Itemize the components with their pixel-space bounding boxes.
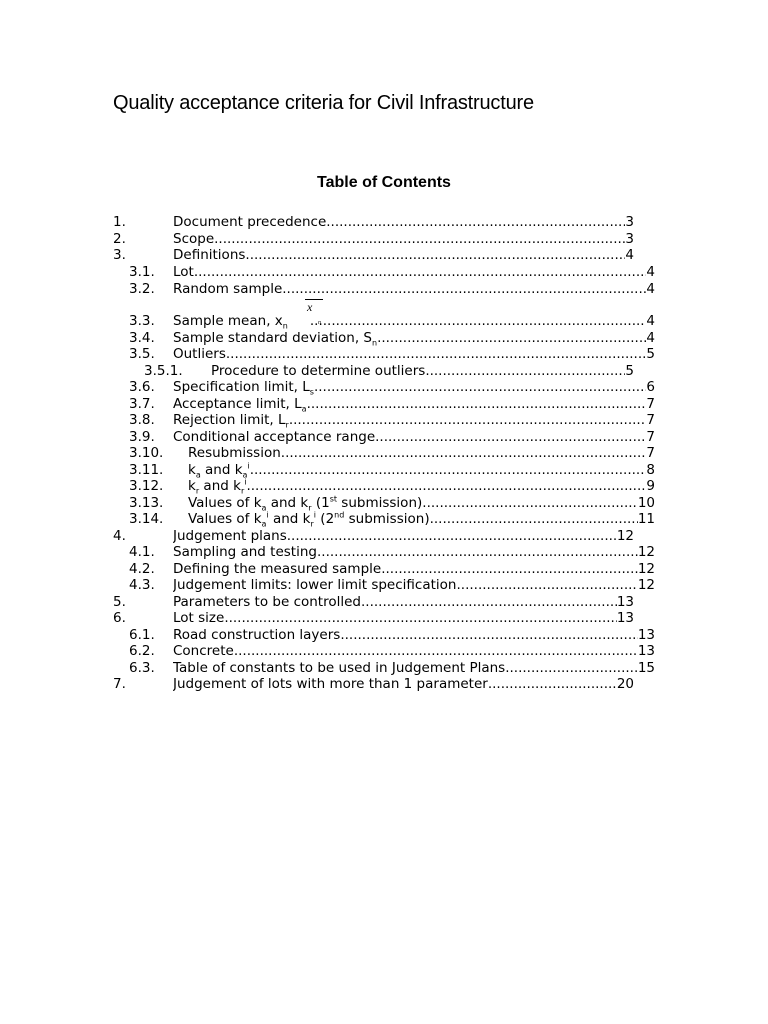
toc-item[interactable] [0, 429, 768, 445]
toc-leader [287, 528, 617, 544]
toc-item[interactable] [0, 363, 768, 379]
toc-label: Lot size [173, 610, 225, 626]
toc-leader [317, 544, 638, 560]
toc-page-number: 12 [637, 544, 655, 560]
toc-label: Random sample [173, 281, 283, 297]
toc-item[interactable] [0, 379, 768, 395]
toc-label-superscript: i [313, 511, 317, 520]
toc-number: 6. [113, 610, 126, 626]
toc-page-number: 13 [637, 643, 655, 659]
toc-label-subscript: a [261, 519, 267, 527]
toc-label: Table of constants to be used in Judgement Plans [173, 659, 506, 676]
toc-leader [246, 478, 646, 494]
toc-label-text: and k [268, 511, 311, 527]
toc-number: 3.4. [129, 329, 155, 346]
toc-label-subscript: s [309, 387, 314, 395]
toc-page-number: 4 [646, 264, 655, 280]
toc-number: 1. [113, 214, 126, 230]
toc-item[interactable] [0, 462, 768, 478]
toc-number: 3.13. [129, 494, 164, 511]
toc-page-number: 9 [646, 478, 655, 494]
toc-page-number: 12 [637, 577, 655, 593]
toc-label: Resubmission [188, 445, 281, 461]
toc-number: 3.3. [129, 313, 155, 329]
toc-leader [226, 346, 647, 362]
toc-label-subscript: n [282, 321, 288, 329]
toc-page-number: 7 [646, 412, 655, 428]
toc-number: 4. [113, 527, 126, 544]
toc-item[interactable] [0, 396, 768, 412]
toc-label-superscript: nd [334, 511, 345, 520]
toc-leader [307, 396, 647, 412]
toc-item[interactable] [0, 214, 768, 230]
toc-number: 3.9. [129, 428, 155, 445]
toc-page-number: 5 [646, 346, 655, 362]
document-title: Quality acceptance criteria for Civil Infrastructure [113, 92, 534, 114]
toc-leader [234, 643, 638, 659]
toc-page-number: 12 [616, 527, 634, 544]
toc-item[interactable] [0, 594, 768, 610]
toc-leader [282, 281, 646, 297]
toc-item[interactable] [0, 577, 768, 593]
toc-label-subscript: r [285, 420, 289, 428]
toc-leader [340, 627, 637, 643]
toc-label [188, 511, 430, 527]
toc-number: 3. [113, 247, 126, 263]
toc-item[interactable] [0, 544, 768, 560]
toc-label-text: Rejection limit, L [173, 412, 286, 428]
toc-leader [425, 363, 625, 379]
toc-leader [430, 511, 638, 527]
toc-label-subscript: n [371, 338, 378, 346]
toc-leader [326, 214, 625, 230]
toc-page-number: 6 [646, 379, 655, 395]
toc-number: 3.6. [129, 379, 155, 395]
toc-item[interactable] [0, 643, 768, 659]
toc-label: Procedure to determine outliers [211, 362, 426, 379]
toc-page-number: 20 [616, 676, 634, 692]
toc-item[interactable] [0, 247, 768, 263]
toc-label-text: and k [200, 461, 243, 478]
toc-leader [488, 676, 617, 692]
toc-page-number: 8 [646, 461, 655, 478]
toc-number: 6.3. [129, 659, 155, 676]
toc-number: 2. [113, 230, 126, 247]
toc-number: 4.3. [129, 577, 155, 593]
toc-label [173, 379, 314, 395]
toc-page-number: 13 [637, 626, 655, 643]
toc-label [173, 313, 310, 329]
toc-leader [361, 594, 617, 610]
toc-leader [456, 577, 637, 593]
toc-label-subscript: a [242, 470, 248, 478]
toc-item[interactable] [0, 511, 768, 527]
toc-leader [245, 247, 625, 263]
toc-number: 6.2. [129, 643, 155, 659]
toc-item[interactable] [0, 676, 768, 692]
toc-label-text: submission) [337, 494, 423, 511]
toc-number: 3.5. [129, 346, 155, 362]
toc-label: Judgement plans [173, 527, 287, 544]
toc-number: 3.11. [129, 461, 164, 478]
toc-page-number: 7 [646, 428, 655, 445]
toc-page-number: 13 [616, 610, 634, 626]
toc-page-number: 5 [625, 362, 634, 379]
toc-page-number: 7 [646, 395, 655, 412]
toc-leader [250, 462, 647, 478]
toc-page-number: 11 [637, 511, 655, 527]
toc-heading: Table of Contents [317, 174, 451, 191]
toc-leader [214, 231, 625, 247]
toc-label: Road construction layers [173, 626, 341, 643]
toc-number: 3.2. [129, 281, 155, 297]
toc-label-text: Sample standard deviation, S [173, 329, 372, 346]
toc-label: Conditional acceptance range [173, 428, 376, 445]
toc-item[interactable] [0, 313, 768, 329]
toc-item[interactable] [0, 231, 768, 247]
toc-label: Judgement of lots with more than 1 parameter [173, 676, 488, 692]
toc-item[interactable] [0, 281, 768, 297]
toc-page-number: 15 [637, 659, 655, 676]
toc-label-text: and k [266, 494, 309, 511]
toc-label-text: (2 [316, 511, 335, 527]
toc-label-superscript: i [266, 511, 269, 520]
toc-label-text: Specification limit, L [173, 379, 310, 395]
toc-number: 3.14. [129, 511, 164, 527]
toc-label-text: k [188, 461, 196, 478]
toc-number: 6.1. [129, 626, 155, 643]
toc-number: 3.7. [129, 395, 155, 412]
toc-leader [422, 495, 638, 511]
toc-label-subscript: a [301, 404, 307, 412]
toc-label-subscript: r [240, 486, 245, 494]
toc-label-text: (1 [311, 494, 330, 511]
toc-label-subscript: r [310, 519, 314, 527]
toc-page-number: 4 [646, 329, 655, 346]
toc-label-subscript: r [308, 503, 312, 511]
toc-label: Outliers [173, 346, 226, 362]
toc-number: 4.2. [129, 560, 155, 577]
toc-label: Parameters to be controlled [173, 593, 361, 610]
toc-label: Defining the measured sample [173, 560, 382, 577]
toc-page-number: 13 [616, 593, 634, 610]
toc-page-number: 3 [625, 230, 634, 247]
toc-label [188, 462, 250, 478]
formula-symbol: x [307, 300, 313, 314]
toc-page-number: 4 [625, 247, 634, 263]
toc-label: Definitions [173, 247, 246, 263]
toc-leader [194, 264, 647, 280]
toc-label-text: submission) [344, 511, 430, 527]
toc-leader [224, 610, 617, 626]
toc-page-number: 4 [646, 313, 655, 329]
toc-label [188, 478, 246, 494]
toc-item[interactable] [0, 478, 768, 494]
toc-leader [289, 412, 647, 428]
toc-number: 3.1. [129, 264, 155, 280]
toc-page-number: 12 [637, 560, 655, 577]
toc-number: 4.1. [129, 544, 155, 560]
toc-item[interactable] [0, 445, 768, 461]
toc-leader [314, 379, 646, 395]
toc-page-number: 3 [625, 214, 634, 230]
toc-label-subscript: a [261, 503, 267, 511]
toc-item[interactable] [0, 660, 768, 676]
toc-label-text: Sample mean, x [173, 313, 283, 329]
toc-label: Scope [173, 230, 215, 247]
toc-label: Concrete [173, 643, 234, 659]
toc-item[interactable] [0, 330, 768, 346]
toc-leader [375, 429, 646, 445]
toc-number: 5. [113, 593, 126, 610]
toc-page-number: 4 [646, 281, 655, 297]
formula-subscript: n [318, 320, 321, 326]
toc-item[interactable] [0, 495, 768, 511]
toc-item[interactable] [0, 346, 768, 362]
toc-label [173, 396, 307, 412]
toc-label-text: Values of k [188, 511, 262, 527]
toc-item[interactable] [0, 610, 768, 626]
toc-page-number: 10 [637, 494, 655, 511]
toc-item[interactable] [0, 412, 768, 428]
toc-leader [377, 330, 646, 346]
toc-item[interactable] [0, 264, 768, 280]
toc-label-subscript: r [195, 486, 200, 494]
toc-label: Judgement limits: lower limit specification [173, 577, 457, 593]
toc-label [188, 495, 422, 511]
toc-number: 3.12. [129, 478, 164, 494]
toc-label-superscript: i [244, 478, 247, 487]
toc-number: 7. [113, 676, 126, 692]
sample-mean-formula [304, 298, 324, 312]
toc-label [173, 412, 289, 428]
toc-leader [505, 660, 638, 676]
toc-label-text: Acceptance limit, L [173, 395, 302, 412]
toc-label-superscript: i [247, 461, 250, 470]
toc-label-text: and k [199, 478, 241, 494]
toc-item[interactable] [0, 627, 768, 643]
toc-label-text: Values of k [188, 494, 262, 511]
toc-label: Document precedence [173, 214, 327, 230]
toc-number: 3.10. [129, 445, 164, 461]
toc-label-subscript: a [195, 470, 201, 478]
toc-label: Lot [173, 264, 194, 280]
toc-label [173, 330, 377, 346]
toc-label-text: k [188, 478, 196, 494]
toc-item[interactable] [0, 561, 768, 577]
toc-leader [310, 313, 647, 329]
toc-leader [381, 561, 638, 577]
toc-page-number: 7 [646, 445, 655, 461]
toc-label-superscript: st [329, 494, 338, 503]
toc-item[interactable] [0, 528, 768, 544]
toc-label: Sampling and testing [173, 544, 317, 560]
toc-number: 3.8. [129, 412, 155, 428]
toc-leader [281, 445, 647, 461]
toc-number: 3.5.1. [144, 362, 183, 379]
